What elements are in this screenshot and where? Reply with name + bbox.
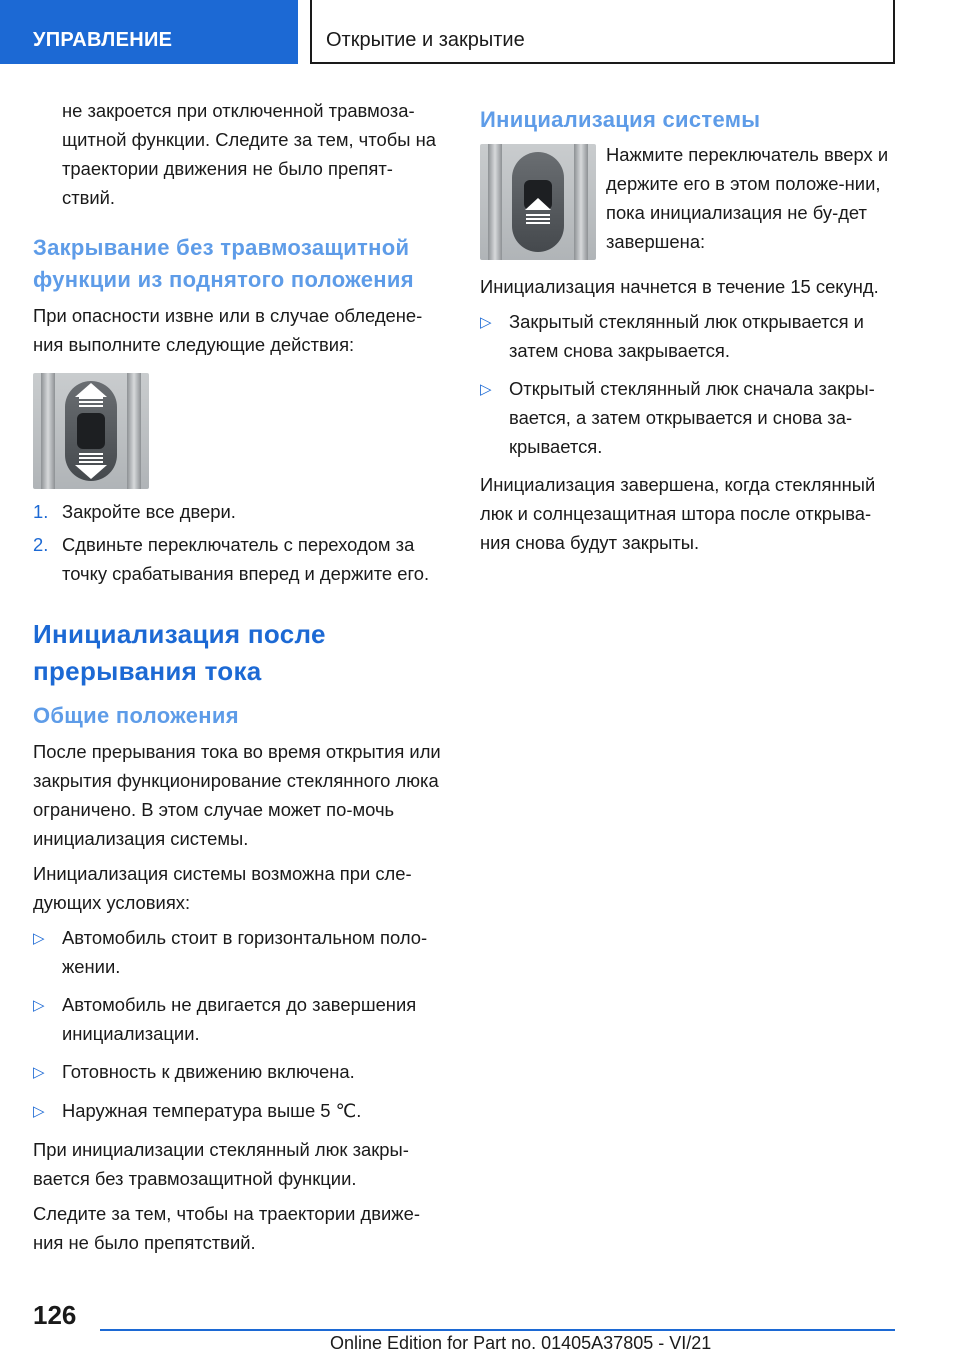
closing-steps-list bbox=[33, 497, 445, 588]
general-paragraph-2: Инициализация системы возможна при сле-дующих условиях: bbox=[33, 863, 412, 913]
header-chapter-title: Открытие и закрытие bbox=[310, 0, 895, 64]
heading-general: Общие положения bbox=[33, 703, 239, 728]
step-item: 2. Сдвиньте переключатель с переходом за точку срабатывания вперед и держите его. bbox=[33, 534, 430, 584]
sequence-item: ▷ Открытый стеклянный люк сначала закры-вается, а затем открывается и снова за-крывается. bbox=[480, 374, 900, 461]
right-column bbox=[480, 96, 900, 563]
sequence-item: ▷ Закрытый стеклянный люк открывается и затем снова закрывается. bbox=[480, 307, 900, 365]
condition-item: ▷ Готовность к движению включена. bbox=[33, 1057, 445, 1087]
page-number: 126 bbox=[33, 1300, 77, 1330]
step-item: 1. Закройте все двери. bbox=[33, 501, 236, 522]
triangle-bullet-icon: ▷ bbox=[33, 930, 45, 947]
arrow-down-icon bbox=[75, 465, 107, 479]
init-complete-paragraph: Инициализация завершена, когда стеклянный люк и солнцезащитная штора после открыва-ния снова будут закрыты. bbox=[480, 474, 876, 553]
triangle-bullet-icon: ▷ bbox=[33, 1103, 45, 1120]
note-paragraph-2: Следите за тем, чтобы на траектории движе-ния не было препятствий. bbox=[33, 1203, 420, 1253]
heading-system-init: Инициализация системы bbox=[480, 107, 761, 132]
condition-item: ▷ Автомобиль не двигается до завершения инициализации. bbox=[33, 990, 445, 1048]
left-column bbox=[33, 96, 445, 1263]
init-start-paragraph: Инициализация начнется в течение 15 секунд. bbox=[480, 276, 879, 297]
triangle-bullet-icon: ▷ bbox=[33, 1064, 45, 1081]
intro-paragraph: не закроется при отключенной травмоза-щитной функции. Следите за тем, чтобы на траектории движения не было препят-ствий. bbox=[62, 100, 436, 208]
triangle-bullet-icon: ▷ bbox=[480, 314, 492, 331]
switch-slide-figure bbox=[33, 373, 149, 489]
heading-closing-without-protection: Закрывание без травмозащитной функции из поднятого положения bbox=[33, 235, 414, 292]
heading-init-after-power-loss: Инициализация после прерывания тока bbox=[33, 619, 326, 686]
condition-item: ▷ Наружная температура выше 5 ℃. bbox=[33, 1096, 445, 1126]
condition-item: ▷ Автомобиль стоит в горизонтальном поло-жении. bbox=[33, 923, 445, 981]
init-figure-row bbox=[480, 144, 900, 260]
footer-edition-text: Online Edition for Part no. 01405A37805 - VI/21 bbox=[330, 1333, 712, 1353]
header-section-tab: УПРАВЛЕНИЕ bbox=[0, 0, 298, 64]
triangle-bullet-icon: ▷ bbox=[480, 381, 492, 398]
footer-divider bbox=[100, 1329, 895, 1331]
switch-knob-icon bbox=[77, 413, 105, 449]
init-sequence-list bbox=[480, 307, 900, 461]
arrow-up-icon bbox=[75, 383, 107, 397]
switch-push-up-figure bbox=[480, 144, 596, 260]
arrow-up-icon bbox=[525, 198, 551, 210]
note-paragraph-1: При инициализации стеклянный люк закры-вается без травмозащитной функции. bbox=[33, 1139, 409, 1189]
closing-paragraph: При опасности извне или в случае обледене-ния выполните следующие действия: bbox=[33, 305, 423, 355]
triangle-bullet-icon: ▷ bbox=[33, 997, 45, 1014]
init-instruction: Нажмите переключатель вверх и держите его в этом положе-нии, пока инициализация не бу-дет завершена: bbox=[606, 144, 889, 252]
conditions-list bbox=[33, 923, 445, 1126]
general-paragraph-1: После прерывания тока во время открытия или закрытия функционирование стеклянного люка ограничено. В этом случае может по-мочь инициализация системы. bbox=[33, 741, 441, 849]
